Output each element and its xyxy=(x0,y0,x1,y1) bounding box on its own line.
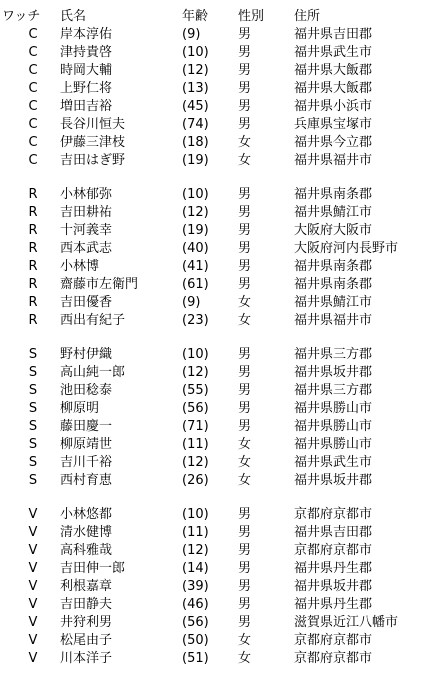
name-cell: 高科雅哉 xyxy=(60,543,113,558)
table-row xyxy=(0,436,422,454)
address-cell: 京都府京都市 xyxy=(294,633,373,648)
watch-cell: C xyxy=(28,45,38,60)
age-cell: (9) xyxy=(182,295,201,310)
name-cell: 小林郁弥 xyxy=(60,187,113,202)
table-row xyxy=(0,116,422,134)
address-cell: 京都府京都市 xyxy=(294,651,373,666)
watch-cell: V xyxy=(28,633,38,648)
watch-cell: C xyxy=(28,99,38,114)
address-cell: 福井県三方郡 xyxy=(294,347,373,362)
name-cell: 岸本淳佑 xyxy=(60,27,113,42)
watch-cell: V xyxy=(28,597,38,612)
watch-cell: R xyxy=(28,259,38,274)
age-cell: (10) xyxy=(182,347,209,362)
age-cell: (56) xyxy=(182,615,209,630)
table-row xyxy=(0,204,422,222)
watch-cell: C xyxy=(28,153,38,168)
sex-cell: 男 xyxy=(238,419,252,434)
name-cell: 長谷川恒夫 xyxy=(60,117,126,132)
name-cell: 西本武志 xyxy=(60,241,113,256)
table-row xyxy=(0,312,422,330)
table-row xyxy=(0,98,422,116)
address-cell: 福井県南条郡 xyxy=(294,259,373,274)
watch-cell: C xyxy=(28,81,38,96)
table-row xyxy=(0,506,422,524)
address-cell: 福井県大飯郡 xyxy=(294,81,373,96)
table-row xyxy=(0,650,422,668)
address-cell: 福井県今立郡 xyxy=(294,135,373,150)
name-cell: 上野仁将 xyxy=(60,81,113,96)
header-age: 年齢 xyxy=(182,9,209,24)
address-cell: 京都府京都市 xyxy=(294,543,373,558)
name-cell: 吉田はぎ野 xyxy=(60,153,126,168)
sex-cell: 男 xyxy=(238,27,252,42)
age-cell: (55) xyxy=(182,383,209,398)
age-cell: (74) xyxy=(182,117,209,132)
sex-cell: 男 xyxy=(238,579,252,594)
table-row xyxy=(0,62,422,80)
address-cell: 福井県丹生郡 xyxy=(294,561,373,576)
age-cell: (10) xyxy=(182,507,209,522)
watch-cell: S xyxy=(28,419,38,434)
address-cell: 福井県勝山市 xyxy=(294,401,373,416)
name-cell: 川本洋子 xyxy=(60,651,113,666)
watch-cell: S xyxy=(28,437,38,452)
address-cell: 滋賀県近江八幡市 xyxy=(294,615,399,630)
watch-cell: R xyxy=(28,187,38,202)
name-cell: 吉田静夫 xyxy=(60,597,113,612)
sex-cell: 男 xyxy=(238,615,252,630)
address-cell: 福井県丹生郡 xyxy=(294,597,373,612)
header-row xyxy=(0,8,422,26)
address-cell: 福井県坂井郡 xyxy=(294,579,373,594)
age-cell: (71) xyxy=(182,419,209,434)
name-cell: 西出有紀子 xyxy=(60,313,126,328)
age-cell: (23) xyxy=(182,313,209,328)
watch-cell: S xyxy=(28,365,38,380)
sex-cell: 女 xyxy=(238,651,252,666)
name-cell: 高山純一郎 xyxy=(60,365,126,380)
sex-cell: 女 xyxy=(238,437,252,452)
name-cell: 吉田耕祐 xyxy=(60,205,113,220)
sex-cell: 男 xyxy=(238,561,252,576)
sex-cell: 男 xyxy=(238,383,252,398)
age-cell: (12) xyxy=(182,543,209,558)
sex-cell: 男 xyxy=(238,543,252,558)
sex-cell: 女 xyxy=(238,473,252,488)
age-cell: (39) xyxy=(182,579,209,594)
address-cell: 福井県吉田郡 xyxy=(294,525,373,540)
name-cell: 津持貴啓 xyxy=(60,45,113,60)
name-cell: 池田稔泰 xyxy=(60,383,113,398)
name-cell: 井狩利男 xyxy=(60,615,113,630)
age-cell: (18) xyxy=(182,135,209,150)
table-row xyxy=(0,364,422,382)
watch-cell: S xyxy=(28,455,38,470)
table-row xyxy=(0,524,422,542)
age-cell: (46) xyxy=(182,597,209,612)
address-cell: 福井県武生市 xyxy=(294,45,373,60)
watch-cell: R xyxy=(28,313,38,328)
name-cell: 柳原靖世 xyxy=(60,437,113,452)
age-cell: (12) xyxy=(182,63,209,78)
age-cell: (13) xyxy=(182,81,209,96)
name-cell: 西村育恵 xyxy=(60,473,113,488)
sex-cell: 男 xyxy=(238,117,252,132)
watch-cell: V xyxy=(28,651,38,666)
address-cell: 福井県勝山市 xyxy=(294,419,373,434)
age-cell: (9) xyxy=(182,27,201,42)
age-cell: (40) xyxy=(182,241,209,256)
table-row xyxy=(0,454,422,472)
age-cell: (12) xyxy=(182,455,209,470)
name-cell: 野村伊織 xyxy=(60,347,113,362)
table-row xyxy=(0,26,422,44)
table-row xyxy=(0,186,422,204)
sex-cell: 男 xyxy=(238,81,252,96)
age-cell: (11) xyxy=(182,437,209,452)
table-row xyxy=(0,596,422,614)
watch-cell: R xyxy=(28,277,38,292)
name-cell: 松尾由子 xyxy=(60,633,113,648)
watch-cell: R xyxy=(28,241,38,256)
name-cell: 吉川千裕 xyxy=(60,455,113,470)
address-cell: 福井県鯖江市 xyxy=(294,295,373,310)
address-cell: 福井県南条郡 xyxy=(294,277,373,292)
sex-cell: 男 xyxy=(238,223,252,238)
table-row xyxy=(0,44,422,62)
watch-cell: R xyxy=(28,205,38,220)
address-cell: 福井県坂井郡 xyxy=(294,365,373,380)
watch-cell: V xyxy=(28,525,38,540)
age-cell: (56) xyxy=(182,401,209,416)
table-row xyxy=(0,542,422,560)
table-row xyxy=(0,294,422,312)
address-cell: 福井県鯖江市 xyxy=(294,205,373,220)
sex-cell: 男 xyxy=(238,187,252,202)
header-watch: ワッチ xyxy=(2,9,41,24)
address-cell: 福井県勝山市 xyxy=(294,437,373,452)
sex-cell: 男 xyxy=(238,259,252,274)
address-cell: 福井県福井市 xyxy=(294,153,373,168)
age-cell: (14) xyxy=(182,561,209,576)
sex-cell: 女 xyxy=(238,455,252,470)
age-cell: (45) xyxy=(182,99,209,114)
watch-cell: V xyxy=(28,561,38,576)
address-cell: 福井県武生市 xyxy=(294,455,373,470)
sex-cell: 男 xyxy=(238,277,252,292)
sex-cell: 女 xyxy=(238,153,252,168)
watch-cell: C xyxy=(28,27,38,42)
watch-cell: V xyxy=(28,579,38,594)
age-cell: (10) xyxy=(182,187,209,202)
sex-cell: 女 xyxy=(238,135,252,150)
name-cell: 十河義幸 xyxy=(60,223,113,238)
watch-cell: S xyxy=(28,473,38,488)
watch-cell: C xyxy=(28,135,38,150)
table-row xyxy=(0,418,422,436)
name-cell: 柳原明 xyxy=(60,401,100,416)
table-row xyxy=(0,560,422,578)
age-cell: (19) xyxy=(182,223,209,238)
address-cell: 福井県大飯郡 xyxy=(294,63,373,78)
address-cell: 福井県小浜市 xyxy=(294,99,373,114)
name-cell: 増田吉裕 xyxy=(60,99,113,114)
table-row xyxy=(0,152,422,170)
name-cell: 藤田慶一 xyxy=(60,419,113,434)
name-cell: 清水健博 xyxy=(60,525,113,540)
watch-cell: C xyxy=(28,117,38,132)
sex-cell: 男 xyxy=(238,99,252,114)
table-row xyxy=(0,614,422,632)
sex-cell: 男 xyxy=(238,241,252,256)
age-cell: (10) xyxy=(182,45,209,60)
age-cell: (51) xyxy=(182,651,209,666)
name-cell: 伊藤三津枝 xyxy=(60,135,126,150)
table-row xyxy=(0,134,422,152)
watch-cell: V xyxy=(28,543,38,558)
watch-cell: R xyxy=(28,223,38,238)
sex-cell: 男 xyxy=(238,507,252,522)
table-row xyxy=(0,472,422,490)
sex-cell: 男 xyxy=(238,45,252,60)
table-row xyxy=(0,346,422,364)
address-cell: 福井県福井市 xyxy=(294,313,373,328)
table-row xyxy=(0,240,422,258)
table-row xyxy=(0,632,422,650)
watch-cell: S xyxy=(28,383,38,398)
address-cell: 福井県吉田郡 xyxy=(294,27,373,42)
sex-cell: 男 xyxy=(238,63,252,78)
sex-cell: 男 xyxy=(238,365,252,380)
name-cell: 時岡大輔 xyxy=(60,63,113,78)
watch-cell: R xyxy=(28,295,38,310)
age-cell: (41) xyxy=(182,259,209,274)
watch-cell: S xyxy=(28,347,38,362)
sex-cell: 女 xyxy=(238,313,252,328)
table-row xyxy=(0,258,422,276)
address-cell: 福井県南条郡 xyxy=(294,187,373,202)
address-cell: 大阪府河内長野市 xyxy=(294,241,399,256)
name-cell: 吉田伸一郎 xyxy=(60,561,126,576)
age-cell: (26) xyxy=(182,473,209,488)
sex-cell: 男 xyxy=(238,525,252,540)
age-cell: (11) xyxy=(182,525,209,540)
watch-cell: V xyxy=(28,615,38,630)
header-address: 住所 xyxy=(294,9,321,24)
age-cell: (12) xyxy=(182,205,209,220)
name-cell: 小林悠都 xyxy=(60,507,113,522)
table-row xyxy=(0,578,422,596)
name-cell: 利根嘉章 xyxy=(60,579,113,594)
age-cell: (12) xyxy=(182,365,209,380)
address-cell: 京都府京都市 xyxy=(294,507,373,522)
table-row xyxy=(0,222,422,240)
sex-cell: 男 xyxy=(238,347,252,362)
address-cell: 兵庫県宝塚市 xyxy=(294,117,373,132)
address-cell: 福井県坂井郡 xyxy=(294,473,373,488)
sex-cell: 女 xyxy=(238,295,252,310)
table-row xyxy=(0,276,422,294)
sex-cell: 男 xyxy=(238,205,252,220)
sex-cell: 男 xyxy=(238,597,252,612)
watch-cell: V xyxy=(28,507,38,522)
age-cell: (19) xyxy=(182,153,209,168)
sex-cell: 男 xyxy=(238,401,252,416)
name-cell: 小林博 xyxy=(60,259,100,274)
age-cell: (50) xyxy=(182,633,209,648)
table-row xyxy=(0,80,422,98)
header-sex: 性別 xyxy=(238,9,265,24)
watch-cell: C xyxy=(28,63,38,78)
header-name: 氏名 xyxy=(60,9,87,24)
table-row xyxy=(0,382,422,400)
address-cell: 大阪府大阪市 xyxy=(294,223,373,238)
age-cell: (61) xyxy=(182,277,209,292)
address-cell: 福井県三方郡 xyxy=(294,383,373,398)
name-cell: 齋藤市左衛門 xyxy=(60,277,139,292)
sex-cell: 女 xyxy=(238,633,252,648)
table-row xyxy=(0,400,422,418)
name-cell: 吉田優香 xyxy=(60,295,113,310)
watch-cell: S xyxy=(28,401,38,416)
